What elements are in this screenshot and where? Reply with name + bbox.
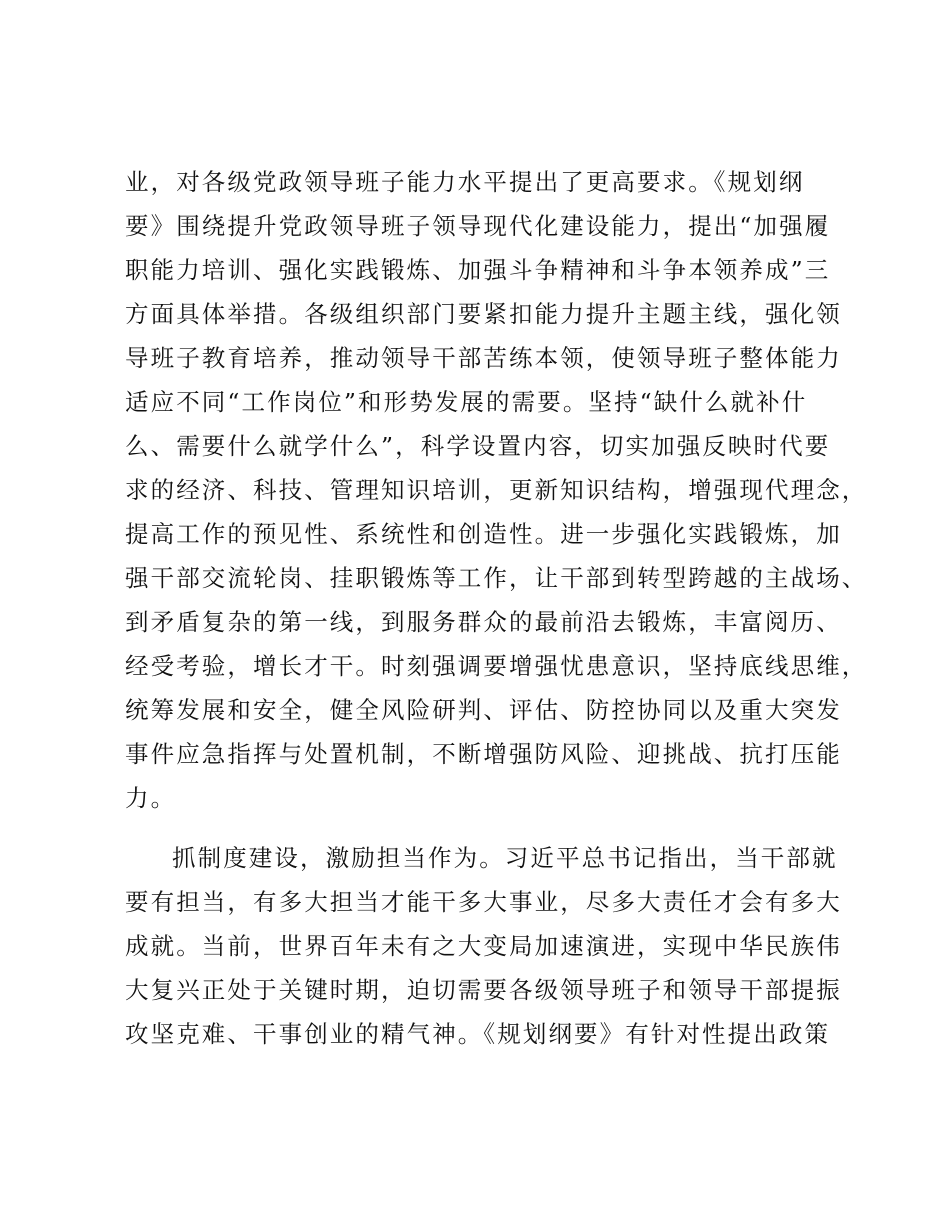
paragraph-2-line-1: 抓制度建设，激励担当作为。习近平总书记指出，当干部就 bbox=[172, 844, 838, 872]
paragraph-1-line-12: 经受考验，增长才干。时刻强调要增强忧患意识，坚持底线思维， bbox=[125, 652, 868, 680]
paragraph-1-line-1: 业，对各级党政领导班子能力水平提出了更高要求。《规划纲 bbox=[125, 168, 805, 196]
paragraph-1-line-3: 职能力培训、强化实践锻炼、加强斗争精神和斗争本领养成”三 bbox=[125, 256, 831, 284]
paragraph-1-line-10: 强干部交流轮岗、挂职锻炼等工作，让干部到转型跨越的主战场、 bbox=[125, 564, 868, 592]
paragraph-2-line-5: 攻坚克难、干事创业的精气神。《规划纲要》有针对性提出政策 bbox=[125, 1020, 831, 1048]
paragraph-2-line-2: 要有担当，有多大担当才能干多大事业，尽多大责任才会有多大 bbox=[125, 888, 842, 916]
paragraph-1-line-14: 事件应急指挥与处置机制，不断增强防风险、迎挑战、抗打压能 bbox=[125, 740, 842, 768]
paragraph-2-line-4: 大复兴正处于关键时期，迫切需要各级领导班子和领导干部提振 bbox=[125, 976, 842, 1004]
paragraph-2-line-3: 成就。当前，世界百年未有之大变局加速演进，实现中华民族伟 bbox=[125, 932, 842, 960]
paragraph-1-line-13: 统筹发展和安全，健全风险研判、评估、防控协同以及重大突发 bbox=[125, 696, 842, 724]
paragraph-1-line-11: 到矛盾复杂的第一线，到服务群众的最前沿去锻炼，丰富阅历、 bbox=[125, 608, 842, 636]
paragraph-1-line-5: 导班子教育培养，推动领导干部苦练本领，使领导班子整体能力 bbox=[125, 344, 842, 372]
paragraph-1-line-7: 么、需要什么就学什么”，科学设置内容，切实加强反映时代要 bbox=[125, 432, 831, 460]
paragraph-1-line-2: 要》围绕提升党政领导班子领导现代化建设能力，提出“加强履 bbox=[125, 212, 831, 240]
paragraph-1-line-15: 力。 bbox=[125, 784, 177, 812]
paragraph-1-line-9: 提高工作的预见性、系统性和创造性。进一步强化实践锻炼，加 bbox=[125, 520, 842, 548]
paragraph-1-line-4: 方面具体举措。各级组织部门要紧扣能力提升主题主线，强化领 bbox=[125, 300, 842, 328]
paragraph-1-line-8: 求的经济、科技、管理知识培训，更新知识结构，增强现代理念， bbox=[125, 476, 868, 504]
paragraph-1-line-6: 适应不同“工作岗位”和形势发展的需要。坚持“缺什么就补什 bbox=[125, 388, 808, 416]
